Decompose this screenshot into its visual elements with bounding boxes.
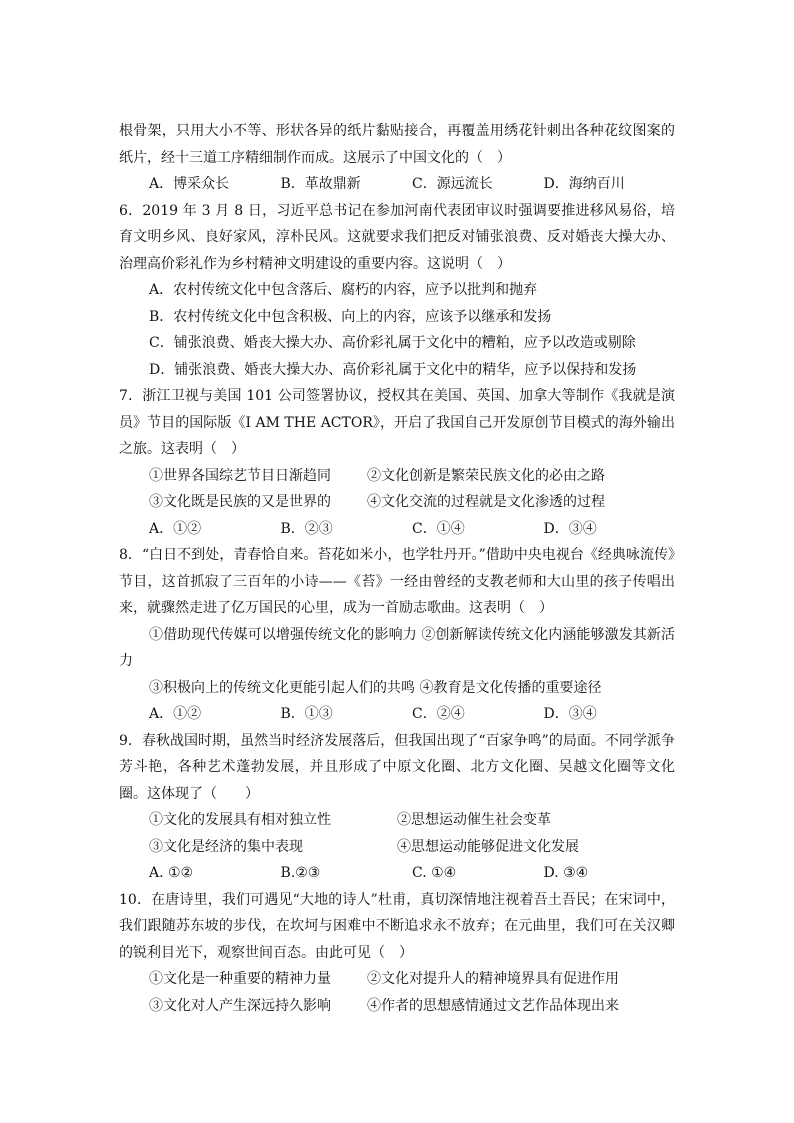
question-7-statements-row1 bbox=[119, 463, 675, 490]
question-7-options bbox=[119, 516, 675, 543]
question-9-stem: 9．春秋战国时期，虽然当时经济发展落后，但我国出现了“百家争鸣”的局面。不同学派争芳斗艳，各种艺术蓬勃发展，并且形成了中原文化圈、北方文化圈、吴越文化圈等文化圈。这体现了（ ） bbox=[119, 732, 675, 802]
question-8-statements-line2: ③积极向上的传统文化更能引起人们的共鸣 ④教育是文化传播的重要途径 bbox=[149, 679, 602, 696]
option-a: A．①② bbox=[149, 706, 202, 722]
question-5-options bbox=[119, 171, 675, 198]
statement-2: ②文化创新是繁荣民族文化的必由之路 bbox=[367, 467, 605, 484]
question-10-statements-row1 bbox=[119, 966, 675, 993]
question-9 bbox=[119, 728, 675, 887]
statement-4: ④思想运动能够促进文化发展 bbox=[397, 838, 579, 855]
question-8-statements-line1: ①借助现代传媒可以增强传统文化的影响力 ②创新解读传统文化内涵能够激发其新活力 bbox=[119, 626, 675, 669]
question-10-statements-row2 bbox=[119, 993, 675, 1020]
choice-a: A．农村传统文化中包含落后、腐朽的内容，应予以批判和抛弃 bbox=[149, 282, 538, 298]
option-b: B.②③ bbox=[280, 865, 321, 881]
option-a: A．博采众长 bbox=[149, 176, 230, 192]
question-6 bbox=[119, 198, 675, 384]
question-8-stem: 8．“白日不到处，青春恰自来。苔花如米小，也学牡丹开。”借助中央电视台《经典咏流传》节目，这首抓寂了三百年的小诗——《苔》一经由曾经的支教老师和大山里的孩子传唱出来，就骤然走进了亿万国民的心里，成为一首励志歌曲。这表明（ ） bbox=[119, 547, 675, 616]
question-9-statements-row1 bbox=[119, 807, 675, 834]
page-content bbox=[119, 118, 675, 1019]
question-8 bbox=[119, 542, 675, 728]
question-7 bbox=[119, 383, 675, 542]
question-8-options bbox=[119, 701, 675, 728]
question-5-continuation: 根骨架，只用大小不等、形状各异的纸片黏贴接合，再覆盖用绣花针刺出各种花纹图案的纸片，经十三道工序精细制作而成。这展示了中国文化的（ ） bbox=[119, 123, 675, 166]
question-10-stem: 10．在唐诗里，我们可遇见“大地的诗人”杜甫，真切深情地注视着吾土吾民；在宋词中，我们跟随苏东坡的步伐，在坎坷与困难中不断追求永不放弃；在元曲里，我们可在关汉卿的锐利目光下，观察世间百态。由此可见（ ） bbox=[119, 891, 675, 961]
choice-c: C．铺张浪费、婚丧大操大办、高价彩礼属于文化中的糟粕，应予以改造或剔除 bbox=[149, 335, 636, 351]
question-5 bbox=[119, 118, 675, 198]
question-7-statements-row2 bbox=[119, 489, 675, 516]
choice-d: D．铺张浪费、婚丧大操大办、高价彩礼属于文化中的精华，应予以保持和发扬 bbox=[149, 361, 637, 378]
option-d: D．③④ bbox=[543, 520, 597, 537]
option-c: C．②④ bbox=[412, 706, 465, 722]
question-6-stem: 6．2019 年 3 月 8 日，习近平总书记在参加河南代表团审议时强调要推进移风易俗，培育文明乡风、良好家风，淳朴民风。这就要求我们把反对铺张浪费、反对婚丧大操大办、治理高价彩礼作为乡村精神文明建设的重要内容。这说明（ ） bbox=[119, 202, 675, 272]
statement-2: ②文化对提升人的精神境界具有促进作用 bbox=[367, 971, 619, 987]
statement-2: ②思想运动催生社会变革 bbox=[397, 812, 551, 828]
question-7-stem: 7．浙江卫视与美国 101 公司签署协议，授权其在美国、英国、加拿大等制作《我就是演员》节目的国际版《I AM THE ACTOR》，开启了我国自己开发原创节目模式的海外输出之旅。这表明（ ） bbox=[119, 388, 675, 457]
statement-1: ①文化是一种重要的精神力量 bbox=[149, 971, 331, 987]
option-c: C．源远流长 bbox=[412, 176, 493, 192]
option-a: A. ①② bbox=[149, 865, 194, 881]
option-b: B．①③ bbox=[280, 706, 333, 722]
statement-3: ③文化对人产生深远持久影响 bbox=[149, 997, 331, 1014]
statement-4: ④文化交流的过程就是文化渗透的过程 bbox=[367, 494, 605, 510]
choice-b: B．农村传统文化中包含积极、向上的内容，应该予以继承和发扬 bbox=[149, 308, 552, 325]
question-9-statements-row2 bbox=[119, 834, 675, 861]
statement-4: ④作者的思想感情通过文艺作品体现出来 bbox=[367, 997, 619, 1014]
statement-1: ①文化的发展具有相对独立性 bbox=[149, 812, 331, 828]
statement-1: ①世界各国综艺节目日渐趋同 bbox=[149, 467, 331, 484]
question-9-options bbox=[119, 860, 675, 887]
option-a: A．①② bbox=[149, 520, 202, 537]
option-c: C. ①④ bbox=[412, 865, 457, 881]
option-b: B．革故鼎新 bbox=[280, 176, 361, 192]
option-d: D. ③④ bbox=[543, 865, 589, 881]
statement-3: ③文化是经济的集中表现 bbox=[149, 838, 303, 855]
option-d: D．海纳百川 bbox=[543, 176, 625, 192]
statement-3: ③文化既是民族的又是世界的 bbox=[149, 494, 331, 510]
option-c: C．①④ bbox=[412, 520, 465, 537]
option-b: B．②③ bbox=[280, 520, 333, 537]
question-10 bbox=[119, 887, 675, 1020]
option-d: D．③④ bbox=[543, 706, 597, 722]
